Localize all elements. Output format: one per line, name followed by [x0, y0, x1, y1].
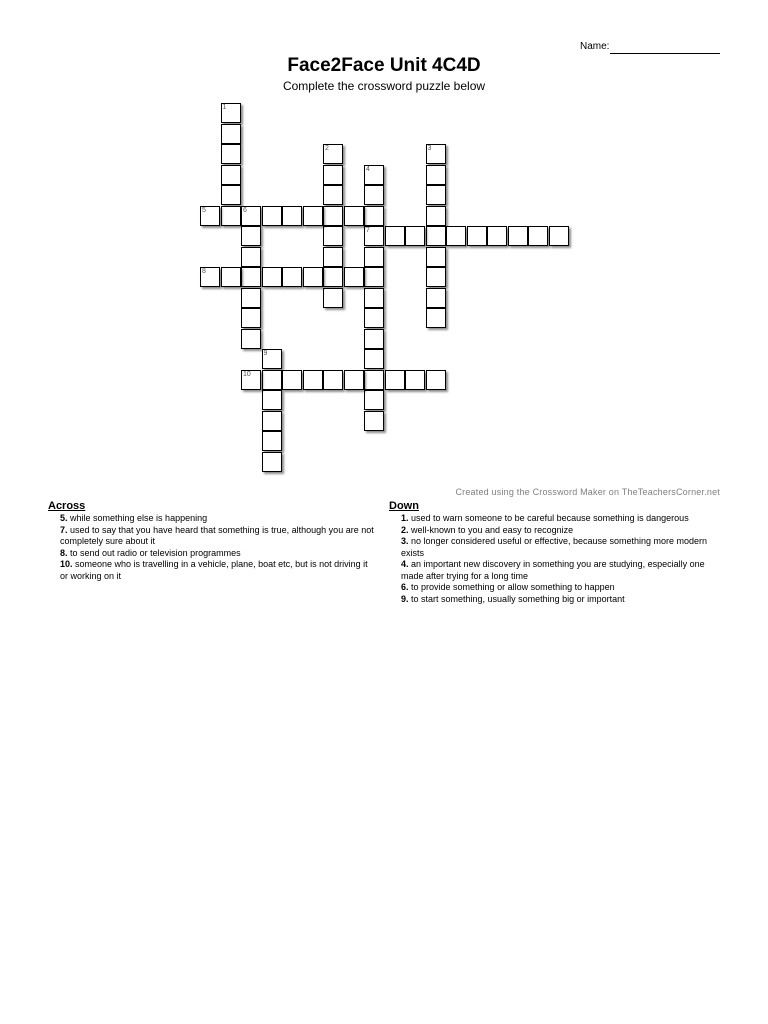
crossword-cell[interactable]	[221, 124, 241, 144]
cell-number: 7	[366, 227, 370, 234]
cell-number: 8	[202, 268, 206, 275]
crossword-cell[interactable]	[323, 144, 343, 164]
crossword-cell[interactable]	[364, 165, 384, 185]
crossword-cell[interactable]	[364, 411, 384, 431]
crossword-cell[interactable]	[426, 206, 446, 226]
crossword-cell[interactable]	[426, 370, 446, 390]
across-heading: Across	[48, 500, 86, 512]
crossword-cell[interactable]	[221, 165, 241, 185]
cell-number: 3	[427, 145, 432, 152]
clue-number: 5.	[60, 513, 68, 523]
crossword-cell[interactable]	[241, 206, 261, 226]
clue-number: 3.	[401, 536, 409, 546]
across-clue	[60, 525, 378, 548]
clue-text: used to warn someone to be careful because something is dangerous	[408, 513, 689, 523]
clue-text: well-known to you and easy to recognize	[408, 524, 574, 535]
crossword-cell[interactable]	[426, 247, 446, 267]
crossword-cell[interactable]	[508, 226, 528, 246]
clue-number: 1.	[401, 513, 409, 523]
crossword-cell[interactable]	[426, 288, 446, 308]
crossword-cell[interactable]	[426, 165, 446, 185]
crossword-cell[interactable]	[282, 370, 302, 390]
down-clues	[389, 500, 724, 605]
crossword-cell[interactable]	[487, 226, 507, 246]
crossword-cell[interactable]	[364, 185, 384, 205]
crossword-cell[interactable]	[241, 267, 261, 287]
clue-number: 2.	[401, 524, 409, 535]
page-title: Face2Face Unit 4C4D	[287, 55, 481, 76]
crossword-cell[interactable]	[262, 370, 282, 390]
cell-number: 9	[263, 350, 268, 357]
crossword-cell[interactable]	[323, 247, 343, 267]
clue-text: someone who is travelling in a vehicle, plane, boat etc, but is not driving it or working on it	[60, 559, 368, 581]
crossword-cell[interactable]	[262, 431, 282, 451]
crossword-cell[interactable]	[405, 370, 425, 390]
crossword-cell[interactable]	[364, 308, 384, 328]
crossword-cell[interactable]	[364, 370, 384, 390]
across-clue	[60, 513, 378, 525]
cell-number: 1	[222, 104, 227, 111]
crossword-cell[interactable]	[323, 267, 343, 287]
crossword-cell[interactable]	[241, 226, 261, 246]
clue-number: 6.	[401, 582, 409, 592]
crossword-cell[interactable]	[282, 267, 302, 287]
clue-text: to send out radio or television programmes	[67, 547, 241, 558]
crossword-cell[interactable]	[426, 267, 446, 287]
crossword-cell[interactable]	[344, 370, 364, 390]
cell-number: 10	[243, 370, 251, 378]
crossword-cell[interactable]	[364, 267, 384, 287]
crossword-cell[interactable]	[241, 329, 261, 349]
down-clue	[401, 594, 724, 606]
clue-number: 8.	[60, 547, 68, 558]
name-label: Name:	[580, 41, 610, 52]
crossword-cell[interactable]	[344, 267, 364, 287]
crossword-cell[interactable]	[221, 185, 241, 205]
down-clue	[401, 559, 724, 582]
clue-text: no longer considered useful or effective, because something more modern exists	[401, 536, 708, 558]
crossword-cell[interactable]	[364, 329, 384, 349]
crossword-cell[interactable]	[385, 226, 405, 246]
credit-text: Created using the Crossword Maker on TheTeachersCorner.net	[455, 487, 720, 497]
down-clue	[401, 513, 724, 525]
crossword-cell[interactable]	[221, 103, 241, 123]
across-clue	[60, 559, 378, 582]
cell-number: 4	[366, 165, 370, 173]
crossword-cell[interactable]	[241, 308, 261, 328]
crossword-cell[interactable]	[262, 411, 282, 431]
crossword-cell[interactable]	[426, 226, 446, 246]
crossword-cell[interactable]	[528, 226, 548, 246]
crossword-cell[interactable]	[364, 349, 384, 369]
crossword-cell[interactable]	[467, 226, 487, 246]
crossword-cell[interactable]	[446, 226, 466, 246]
crossword-cell[interactable]	[426, 185, 446, 205]
crossword-cell[interactable]	[426, 144, 446, 164]
crossword-cell[interactable]	[323, 206, 343, 226]
crossword-cell[interactable]	[426, 308, 446, 328]
crossword-cell[interactable]	[241, 370, 261, 390]
crossword-cell[interactable]	[303, 206, 323, 226]
crossword-cell[interactable]	[385, 370, 405, 390]
clue-number: 10.	[60, 559, 73, 569]
crossword-cell[interactable]	[262, 349, 282, 369]
page-subtitle: Complete the crossword puzzle below	[282, 79, 486, 93]
crossword-cell[interactable]	[262, 452, 282, 472]
crossword-cell[interactable]	[303, 267, 323, 287]
cell-number: 5	[202, 206, 206, 214]
crossword-cell[interactable]	[303, 370, 323, 390]
crossword-cell[interactable]	[364, 247, 384, 267]
crossword-cell[interactable]	[262, 206, 282, 226]
clue-text: while something else is happening	[67, 513, 208, 523]
crossword-cell[interactable]	[221, 206, 241, 226]
clue-number: 7.	[60, 524, 68, 535]
crossword-cell[interactable]	[200, 267, 220, 287]
crossword-cell[interactable]	[549, 226, 569, 246]
crossword-cell[interactable]	[364, 288, 384, 308]
clue-number: 4.	[401, 559, 409, 569]
clue-text: to provide something or allow something to happen	[408, 582, 615, 592]
down-clue	[401, 582, 724, 594]
crossword-cell[interactable]	[323, 165, 343, 185]
clue-text: an important new discovery in something you are studying, especially one made after trying for a long time	[401, 559, 705, 581]
cell-number: 6	[243, 206, 247, 214]
cell-number: 2	[325, 145, 329, 152]
crossword-grid	[0, 0, 768, 500]
clue-text: used to say that you have heard that something is true, although you are not completely sure about it	[60, 524, 374, 546]
clue-text: to start something, usually something big or important	[408, 593, 625, 604]
crossword-cell[interactable]	[323, 185, 343, 205]
crossword-cell[interactable]	[262, 267, 282, 287]
crossword-cell[interactable]	[344, 206, 364, 226]
crossword-cell[interactable]	[364, 390, 384, 410]
crossword-cell[interactable]	[262, 390, 282, 410]
crossword-cell[interactable]	[364, 206, 384, 226]
crossword-cell[interactable]	[323, 226, 343, 246]
crossword-cell[interactable]	[323, 370, 343, 390]
across-clues	[48, 500, 378, 582]
crossword-cell[interactable]	[364, 226, 384, 246]
crossword-cell[interactable]	[323, 288, 343, 308]
down-heading: Down	[389, 500, 419, 512]
crossword-cell[interactable]	[200, 206, 220, 226]
crossword-cell[interactable]	[282, 206, 302, 226]
clue-number: 9.	[401, 593, 409, 604]
down-clue	[401, 525, 724, 537]
crossword-cell[interactable]	[221, 267, 241, 287]
crossword-cell[interactable]	[221, 144, 241, 164]
down-clue	[401, 536, 724, 559]
crossword-cell[interactable]	[405, 226, 425, 246]
across-clue	[60, 548, 378, 560]
crossword-cell[interactable]	[241, 247, 261, 267]
crossword-cell[interactable]	[241, 288, 261, 308]
